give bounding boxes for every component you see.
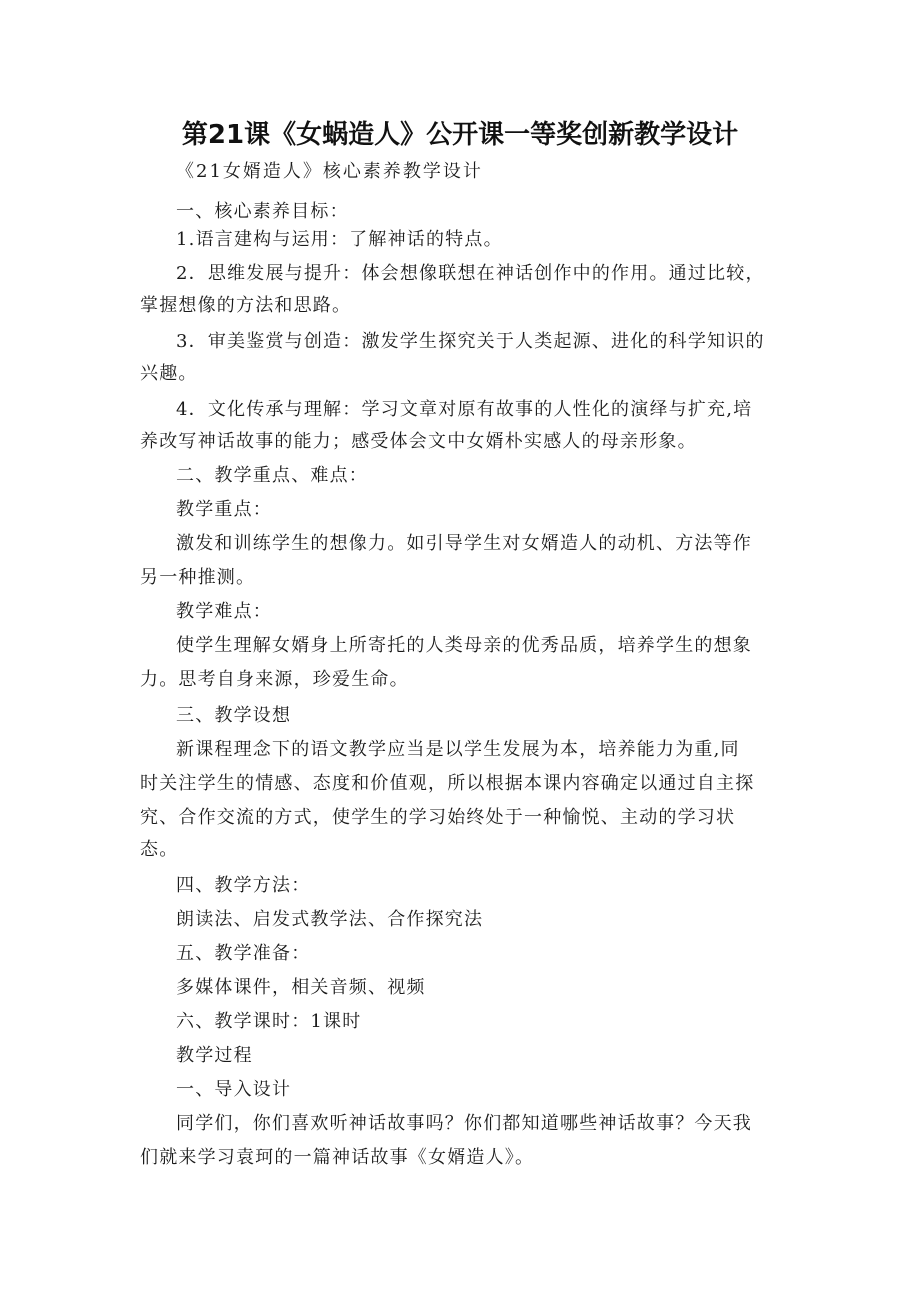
document-subtitle: 《21女婿造人》核心素养教学设计 [176, 161, 483, 182]
subheading-difficulty: 教学难点： [176, 601, 272, 622]
paragraph-line: 养改写神话故事的能力；感受体会文中女婿朴实感人的母亲形象。 [140, 431, 697, 452]
paragraph-line: 朗读法、启发式教学法、合作探究法 [176, 909, 484, 930]
section-heading-process: 教学过程 [176, 1045, 253, 1066]
section-heading-class-hours: 六、教学课时：1课时 [176, 1011, 362, 1032]
document-title: 第21课《女蜗造人》公开课一等奖创新教学设计 [181, 120, 739, 150]
section-heading-intro: 一、导入设计 [176, 1079, 292, 1100]
paragraph-line: 态。 [140, 839, 179, 860]
paragraph-line: 1.语言建构与运用：了解神话的特点。 [176, 229, 503, 250]
paragraph-line: 同学们，你们喜欢听神话故事吗？你们都知道哪些神话故事？今天我 [176, 1113, 752, 1134]
paragraph-line: 究、合作交流的方式，使学生的学习始终处于一种愉悦、主动的学习状 [140, 807, 736, 828]
paragraph-line: 们就来学习袁珂的一篇神话故事《女婿造人》。 [140, 1147, 535, 1168]
paragraph-line: 2．思维发展与提升：体会想像联想在神话创作中的作用。通过比较， [176, 263, 765, 284]
paragraph-line: 多媒体课件，相关音频、视频 [176, 977, 426, 998]
paragraph-line: 兴趣。 [140, 363, 198, 384]
paragraph-line: 新课程理念下的语文教学应当是以学生发展为本，培养能力为重,同 [176, 739, 740, 760]
paragraph-line: 激发和训练学生的想像力。如引导学生对女婿造人的动机、方法等作 [176, 533, 752, 554]
section-heading-preparation: 五、教学准备： [176, 943, 311, 964]
paragraph-line: 3．审美鉴赏与创造：激发学生探究关于人类起源、进化的科学知识的 [176, 331, 765, 352]
subheading-key-point: 教学重点： [176, 499, 272, 520]
paragraph-line: 时关注学生的情感、态度和价值观，所以根据本课内容确定以通过自主探 [140, 773, 755, 794]
paragraph-line: 另一种推测。 [140, 567, 256, 588]
section-heading-goals: 一、核心素养目标： [176, 201, 349, 222]
section-heading-concept: 三、教学设想 [176, 705, 292, 726]
paragraph-line: 掌握想像的方法和思路。 [140, 295, 352, 316]
section-heading-methods: 四、教学方法： [176, 875, 311, 896]
paragraph-line: 力。思考自身来源，珍爱生命。 [140, 669, 409, 690]
section-heading-key-points: 二、教学重点、难点： [176, 465, 368, 486]
paragraph-line: 使学生理解女婿身上所寄托的人类母亲的优秀品质，培养学生的想象 [176, 635, 752, 656]
paragraph-line: 4．文化传承与理解：学习文章对原有故事的人性化的演绎与扩充,培 [176, 399, 753, 420]
